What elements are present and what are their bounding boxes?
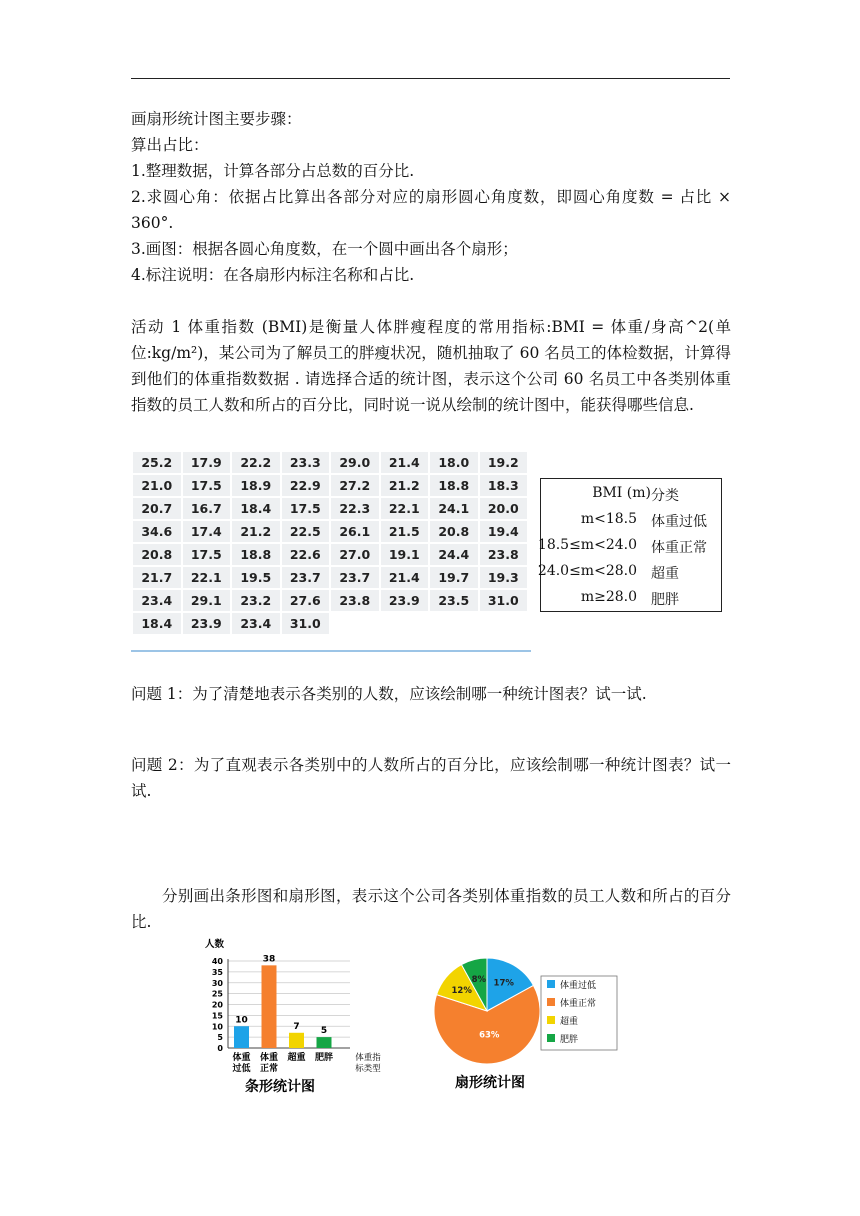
legend-label: 肥胖 <box>560 1035 579 1045</box>
y-axis-label: 人数 <box>205 939 225 950</box>
table-cell: 29.0 <box>331 452 379 473</box>
table-cell: 23.9 <box>381 590 429 611</box>
table-cell: 19.3 <box>480 567 528 588</box>
pie-chart-title: 扇形统计图 <box>455 1075 525 1091</box>
header-class: 分类 <box>651 488 679 504</box>
table-cell: 17.5 <box>183 475 231 496</box>
table-cell: 21.5 <box>381 521 429 542</box>
table-cell: 17.4 <box>183 521 231 542</box>
bmi-class-row <box>537 533 721 559</box>
legend-swatch <box>547 1034 555 1042</box>
bmi-range: 24.0≤m<28.0 <box>537 563 637 579</box>
bar <box>317 1037 332 1048</box>
step-1: 1.整理数据，计算各部分占总数的百分比. <box>131 162 415 180</box>
legend-label: 体重过低 <box>560 981 597 991</box>
steps-sub: 算出占比： <box>131 136 209 154</box>
y-tick-label: 0 <box>217 1044 223 1053</box>
table-cell: 34.6 <box>133 521 181 542</box>
table-cell: 18.4 <box>133 613 181 634</box>
bmi-class-row <box>541 507 721 533</box>
table-cell: 23.4 <box>133 590 181 611</box>
bmi-class-header <box>541 481 721 507</box>
legend-label: 体重正常 <box>560 999 597 1009</box>
y-tick-label: 5 <box>217 1033 223 1043</box>
pie-slice-label: 8% <box>471 975 487 986</box>
table-cell: 18.0 <box>430 452 478 473</box>
table-cell: 22.5 <box>282 521 330 542</box>
x-tick-label: 正常 <box>259 1064 279 1074</box>
question-1: 问题 1：为了清楚地表示各类别的人数，应该绘制哪一种统计图表？试一试. <box>131 685 647 703</box>
table-cell: 20.7 <box>133 498 181 519</box>
x-tick-label: 体重 <box>259 1053 279 1063</box>
x-axis-label: 体重指 <box>355 1053 381 1063</box>
y-tick-label: 25 <box>211 989 223 999</box>
table-cell: 31.0 <box>480 590 528 611</box>
table-cell: 17.5 <box>282 498 330 519</box>
table-cell: 23.5 <box>430 590 478 611</box>
x-tick-label: 体重 <box>232 1053 251 1063</box>
legend-swatch <box>547 998 555 1006</box>
table-cell: 22.3 <box>331 498 379 519</box>
bar-value-label: 7 <box>293 1021 300 1032</box>
table-cell: 21.0 <box>133 475 181 496</box>
table-cell: 25.2 <box>133 452 181 473</box>
table-cell: 27.0 <box>331 544 379 565</box>
table-cell: 21.7 <box>133 567 181 588</box>
y-tick-label: 10 <box>211 1022 223 1032</box>
bar-value-label: 10 <box>235 1015 248 1026</box>
bmi-class: 肥胖 <box>651 592 679 608</box>
bmi-range: m≥28.0 <box>580 589 637 605</box>
table-cell: 23.8 <box>480 544 528 565</box>
table-row <box>133 590 527 611</box>
table-cell: 21.4 <box>381 567 429 588</box>
table-cell: 22.2 <box>232 452 280 473</box>
x-tick-label: 超重 <box>287 1053 306 1063</box>
x-tick-label: 肥胖 <box>314 1053 334 1063</box>
bmi-class: 体重正常 <box>651 540 707 556</box>
table-cell: 23.3 <box>282 452 330 473</box>
legend-swatch <box>547 1016 555 1024</box>
table-row <box>133 544 527 565</box>
table-cell: 23.7 <box>331 567 379 588</box>
bar <box>234 1026 249 1048</box>
bmi-range: m<18.5 <box>580 511 637 527</box>
pie-slice-label: 63% <box>479 1030 500 1041</box>
header-range: BMI (m) <box>592 485 651 501</box>
y-tick-label: 40 <box>211 957 223 966</box>
bmi-class-row <box>537 559 721 585</box>
table-cell: 18.3 <box>480 475 528 496</box>
table-cell: 20.0 <box>480 498 528 519</box>
table-cell: 23.8 <box>331 590 379 611</box>
y-tick-label: 20 <box>211 1000 223 1010</box>
bmi-class: 超重 <box>651 566 679 582</box>
table-cell: 27.6 <box>282 590 330 611</box>
bar-chart-title: 条形统计图 <box>245 1079 315 1095</box>
step-2: 2.求圆心角：依据占比算出各部分对应的扇形圆心角度数，即圆心角度数 = 占比 × 360°. <box>131 188 731 232</box>
task-text: 分别画出条形图和扇形图，表示这个公司各类别体重指数的员工人数和所占的百分比. <box>131 887 731 931</box>
table-cell: 16.7 <box>183 498 231 519</box>
x-tick-label: 过低 <box>232 1064 251 1074</box>
bar-value-label: 38 <box>262 954 276 965</box>
header-rule <box>131 78 730 79</box>
legend-label: 超重 <box>560 1017 579 1027</box>
table-row <box>133 567 527 588</box>
table-cell: 22.1 <box>183 567 231 588</box>
table-cell: 18.4 <box>232 498 280 519</box>
table-cell <box>430 613 478 634</box>
table-cell: 27.2 <box>331 475 379 496</box>
pie-chart <box>425 950 630 1095</box>
table-cell: 23.9 <box>183 613 231 634</box>
table-cell <box>331 613 379 634</box>
table-row <box>133 475 527 496</box>
table-cell: 17.9 <box>183 452 231 473</box>
y-tick-label: 15 <box>211 1011 223 1021</box>
table-cell: 24.1 <box>430 498 478 519</box>
table-cell: 22.1 <box>381 498 429 519</box>
legend-swatch <box>547 980 555 988</box>
table-cell: 29.1 <box>183 590 231 611</box>
table-cell: 17.5 <box>183 544 231 565</box>
bar-chart <box>195 935 410 1100</box>
bmi-data-table <box>131 450 529 636</box>
table-row <box>133 452 527 473</box>
bmi-class-row <box>541 585 721 611</box>
pie-slice-label: 17% <box>493 978 514 989</box>
table-cell: 26.1 <box>331 521 379 542</box>
y-tick-label: 30 <box>211 978 223 988</box>
table-cell <box>381 613 429 634</box>
x-axis-label: 标类型 <box>355 1064 381 1074</box>
table-underline <box>131 650 531 652</box>
question-2: 问题 2：为了直观表示各类别中的人数所占的百分比，应该绘制哪一种统计图表？试一试. <box>131 756 731 800</box>
table-cell: 18.8 <box>430 475 478 496</box>
step-3: 3.画图：根据各圆心角度数，在一个圆中画出各个扇形； <box>131 240 518 258</box>
table-cell: 19.2 <box>480 452 528 473</box>
bmi-classification-box <box>537 478 722 612</box>
table-cell: 23.4 <box>232 613 280 634</box>
table-cell: 20.8 <box>133 544 181 565</box>
table-row <box>133 613 527 634</box>
table-cell: 21.2 <box>381 475 429 496</box>
table-cell: 19.7 <box>430 567 478 588</box>
table-cell: 18.9 <box>232 475 280 496</box>
pie-slice-label: 12% <box>451 986 472 997</box>
table-cell: 23.2 <box>232 590 280 611</box>
activity-text: 活动 1 体重指数 (BMI)是衡量人体胖瘦程度的常用指标:BMI = 体重/身高^2(单位:kg/m²)，某公司为了解员工的胖瘦状况，随机抽取了 60 名员工的体检数据，计算得到他们的体重指数数据 . 请选择合适的统计图，表示这个公司 60 名员工中各类别体重指数的员工人数和所占的百分比，同时说一说从绘制的统计图中，能获得哪些信息. <box>131 318 731 414</box>
bmi-range: 18.5≤m<24.0 <box>537 537 637 553</box>
table-cell: 19.1 <box>381 544 429 565</box>
steps-title: 画扇形统计图主要步骤： <box>131 110 302 128</box>
y-tick-label: 35 <box>211 967 223 977</box>
table-cell: 22.9 <box>282 475 330 496</box>
bar-value-label: 5 <box>320 1026 328 1037</box>
table-cell: 19.5 <box>232 567 280 588</box>
bar <box>262 965 277 1048</box>
bmi-class: 体重过低 <box>651 514 707 530</box>
table-cell: 21.4 <box>381 452 429 473</box>
table-row <box>133 521 527 542</box>
table-row <box>133 498 527 519</box>
table-cell <box>480 613 528 634</box>
table-cell: 31.0 <box>282 613 330 634</box>
table-cell: 18.8 <box>232 544 280 565</box>
step-4: 4.标注说明：在各扇形内标注名称和占比. <box>131 266 415 284</box>
table-cell: 23.7 <box>282 567 330 588</box>
bar <box>289 1033 304 1048</box>
table-cell: 20.8 <box>430 521 478 542</box>
table-cell: 19.4 <box>480 521 528 542</box>
table-cell: 24.4 <box>430 544 478 565</box>
table-cell: 22.6 <box>282 544 330 565</box>
table-cell: 21.2 <box>232 521 280 542</box>
